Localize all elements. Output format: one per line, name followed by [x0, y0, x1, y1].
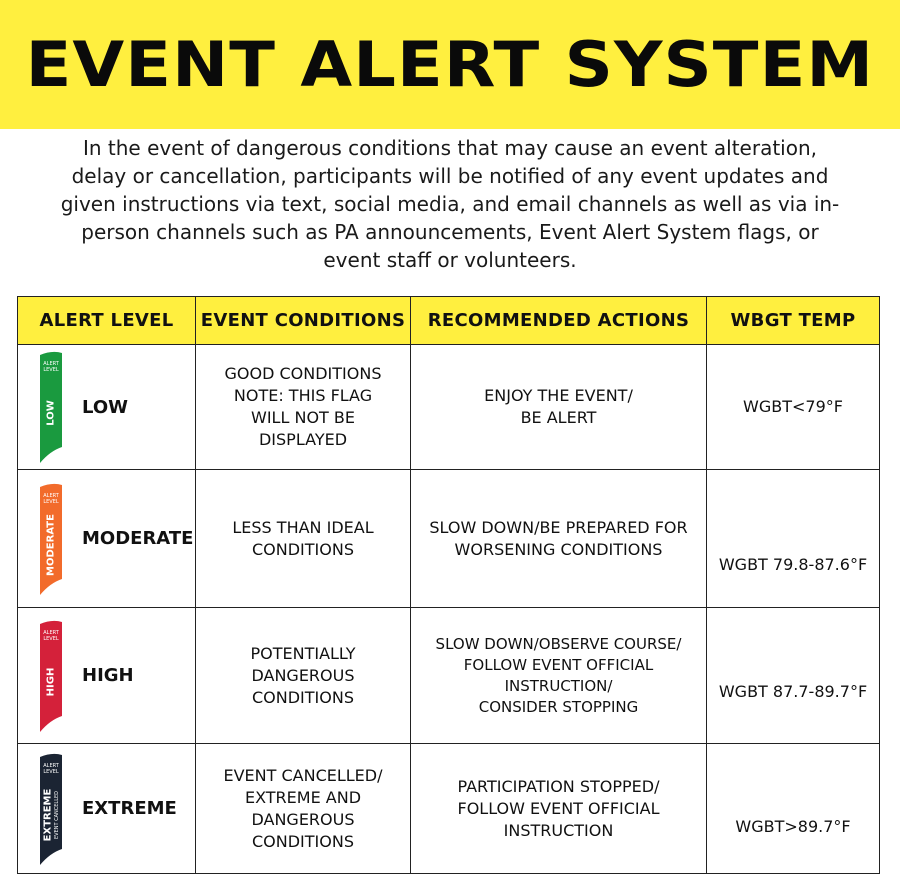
header-wbgt-temp: WBGT TEMP	[707, 297, 880, 345]
flag-small-text: ALERT LEVEL	[43, 492, 59, 505]
moderate-flag-icon	[38, 483, 64, 595]
table-row-low	[18, 345, 880, 470]
event-conditions-cell	[196, 608, 411, 744]
flag-label: EXTREME	[42, 788, 54, 841]
conditions-line: DISPLAYED	[258, 430, 348, 449]
actions-line: CONSIDER STOPPING	[478, 697, 639, 716]
event-conditions-cell	[196, 345, 411, 470]
conditions-line: GOOD CONDITIONS	[224, 364, 382, 383]
header-alert-level: ALERT LEVEL	[18, 297, 196, 345]
alert-level-name: LOW	[82, 396, 128, 418]
flag-small-text: ALERT LEVEL	[43, 629, 59, 642]
actions-line: INSTRUCTION	[503, 820, 614, 840]
high-flag-icon	[38, 620, 64, 732]
alert-level-name: EXTREME	[82, 798, 177, 819]
flag-label: MODERATE	[45, 513, 57, 576]
actions-line: BE ALERT	[520, 408, 597, 427]
conditions-line: DANGEROUS	[251, 665, 355, 685]
title-banner	[0, 0, 900, 129]
flag-small-text: ALERT LEVEL	[43, 361, 59, 373]
alert-level-name: MODERATE	[82, 528, 194, 549]
conditions-line: LESS THAN IDEAL	[232, 517, 374, 537]
table-header-row	[18, 297, 880, 345]
actions-line: FOLLOW EVENT OFFICIAL	[463, 655, 654, 674]
flag-label: LOW	[45, 400, 57, 426]
flag-small-text: ALERT LEVEL	[43, 762, 59, 775]
header-recommended-actions: RECOMMENDED ACTIONS	[411, 297, 707, 345]
wbgt-temp-cell: WGBT 87.7-89.7°F	[707, 608, 880, 744]
table-row-moderate	[18, 470, 880, 608]
flag-label: HIGH	[45, 667, 57, 696]
recommended-actions-cell	[411, 345, 707, 470]
flag-sub-label: EVENT CANCELLED	[54, 790, 60, 839]
conditions-line: POTENTIALLY	[250, 643, 356, 663]
wbgt-temp-cell: WGBT<79°F	[707, 345, 880, 470]
table-row-extreme	[18, 744, 880, 874]
actions-line: INSTRUCTION/	[504, 676, 613, 695]
extreme-flag-icon	[38, 753, 64, 865]
alert-level-cell	[18, 345, 196, 470]
conditions-line: WILL NOT BE	[251, 408, 355, 427]
low-flag-icon	[38, 351, 64, 463]
alert-level-cell	[18, 744, 196, 874]
conditions-line: CONDITIONS	[252, 539, 354, 559]
intro-paragraph: In the event of dangerous conditions that may cause an event alteration, delay or cancellation, participants will be notified of any event updates and given instructions via text, social media, and email channels as well as via in-person channels such as PA announcements, Event Alert System flags, or event staff or volunteers.	[60, 136, 840, 272]
actions-line: SLOW DOWN/BE PREPARED FOR	[429, 517, 688, 537]
conditions-line: DANGEROUS	[251, 809, 355, 829]
alert-levels-table	[17, 296, 880, 874]
actions-line: SLOW DOWN/OBSERVE COURSE/	[435, 634, 682, 653]
page-title: EVENT ALERT SYSTEM	[25, 28, 875, 101]
conditions-line: EXTREME AND	[244, 787, 362, 807]
actions-line: PARTICIPATION STOPPED/	[457, 776, 660, 796]
conditions-line: EVENT CANCELLED/	[223, 765, 383, 785]
event-conditions-cell	[196, 744, 411, 874]
recommended-actions-cell	[411, 744, 707, 874]
conditions-line: CONDITIONS	[252, 687, 354, 707]
actions-line: FOLLOW EVENT OFFICIAL	[457, 798, 660, 818]
header-event-conditions: EVENT CONDITIONS	[196, 297, 411, 345]
conditions-line: CONDITIONS	[252, 831, 354, 851]
alert-level-name: HIGH	[82, 665, 134, 686]
actions-line: WORSENING CONDITIONS	[454, 539, 663, 559]
wbgt-temp-cell: WGBT 79.8-87.6°F	[707, 470, 880, 608]
table-row-high	[18, 608, 880, 744]
conditions-line: NOTE: THIS FLAG	[233, 386, 373, 405]
recommended-actions-cell	[411, 470, 707, 608]
alert-level-cell	[18, 608, 196, 744]
wbgt-temp-cell: WGBT>89.7°F	[707, 744, 880, 874]
actions-line: ENJOY THE EVENT/	[484, 386, 633, 405]
alert-level-cell	[18, 470, 196, 608]
event-conditions-cell	[196, 470, 411, 608]
recommended-actions-cell	[411, 608, 707, 744]
